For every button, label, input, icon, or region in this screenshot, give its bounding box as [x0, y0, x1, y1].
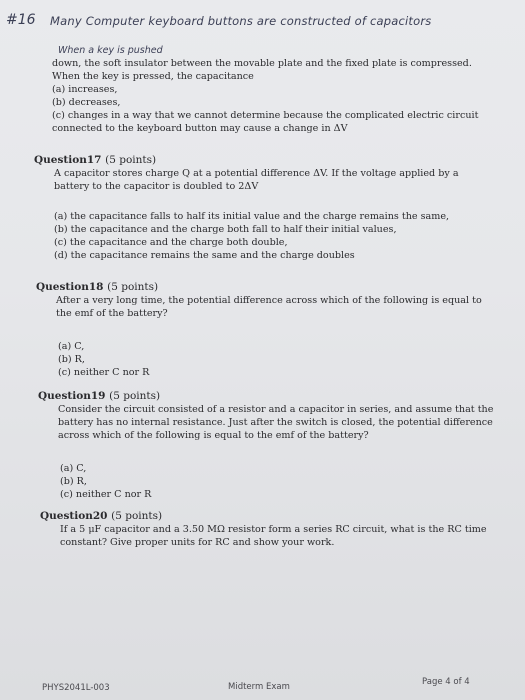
q17-option-b: (b) the capacitance and the charge both fall to half their initial values, [54, 224, 397, 235]
q19-title: Question19 [38, 390, 106, 402]
q20-heading [40, 510, 162, 522]
q17-text-line: battery to the capacitor is doubled to 2ΔV [54, 181, 259, 192]
q18-text-line: After a very long time, the potential difference across which of the following is equal to [56, 295, 482, 306]
q19-option-a: (a) C, [60, 463, 87, 474]
q18-title: Question18 [36, 281, 104, 293]
q18-option-c: (c) neither C nor R [58, 367, 150, 378]
q20-text-line: If a 5 μF capacitor and a 3.50 MΩ resistor form a series RC circuit, what is the RC time [60, 524, 487, 535]
q16-text-line: When the key is pressed, the capacitance [52, 71, 254, 82]
q18-option-a: (a) C, [58, 341, 85, 352]
q18-text-line: the emf of the battery? [56, 308, 168, 319]
q17-points: (5 points) [105, 154, 157, 166]
q17-text-line: A capacitor stores charge Q at a potential difference ΔV. If the voltage applied by a [54, 168, 459, 179]
q16-option-c: (c) changes in a way that we cannot determine because the complicated electric circuit [52, 110, 479, 121]
q19-option-b: (b) R, [60, 476, 87, 487]
q17-option-a: (a) the capacitance falls to half its initial value and the charge remains the same, [54, 211, 450, 222]
q19-option-c: (c) neither C nor R [60, 489, 152, 500]
handwritten-question-number: #16 [6, 12, 36, 28]
q17-title: Question17 [34, 154, 102, 166]
q19-text-line: battery has no internal resistance. Just after the switch is closed, the potential difference [58, 417, 493, 428]
q19-text-line: across which of the following is equal to the emf of the battery? [58, 430, 369, 441]
q17-option-d: (d) the capacitance remains the same and the charge doubles [54, 250, 355, 261]
q16-option-a: (a) increases, [52, 84, 118, 95]
q17-option-c: (c) the capacitance and the charge both double, [54, 237, 288, 248]
footer-exam-title: Midterm Exam [228, 682, 290, 692]
handwritten-note-line-2: When a key is pushed [58, 45, 163, 56]
q18-points: (5 points) [107, 281, 159, 293]
q20-title: Question20 [40, 510, 108, 522]
q19-heading [38, 390, 160, 402]
q16-option-b: (b) decreases, [52, 97, 121, 108]
q20-text-line: constant? Give proper units for RC and show your work. [60, 537, 335, 548]
footer-page-number: Page 4 of 4 [422, 677, 470, 687]
handwritten-note-line-1: Many Computer keyboard buttons are constructed of capacitors [50, 14, 432, 28]
q18-heading [36, 281, 158, 293]
footer-course-code: PHYS2041L-003 [42, 683, 110, 693]
q19-text-line: Consider the circuit consisted of a resistor and a capacitor in series, and assume that the [58, 404, 494, 415]
q16-text-line: down, the soft insulator between the movable plate and the fixed plate is compressed. [52, 58, 472, 69]
q19-points: (5 points) [109, 390, 161, 402]
q17-heading [34, 154, 156, 166]
q20-points: (5 points) [111, 510, 163, 522]
q16-option-c-cont: connected to the keyboard button may cause a change in ΔV [52, 123, 348, 134]
q18-option-b: (b) R, [58, 354, 85, 365]
